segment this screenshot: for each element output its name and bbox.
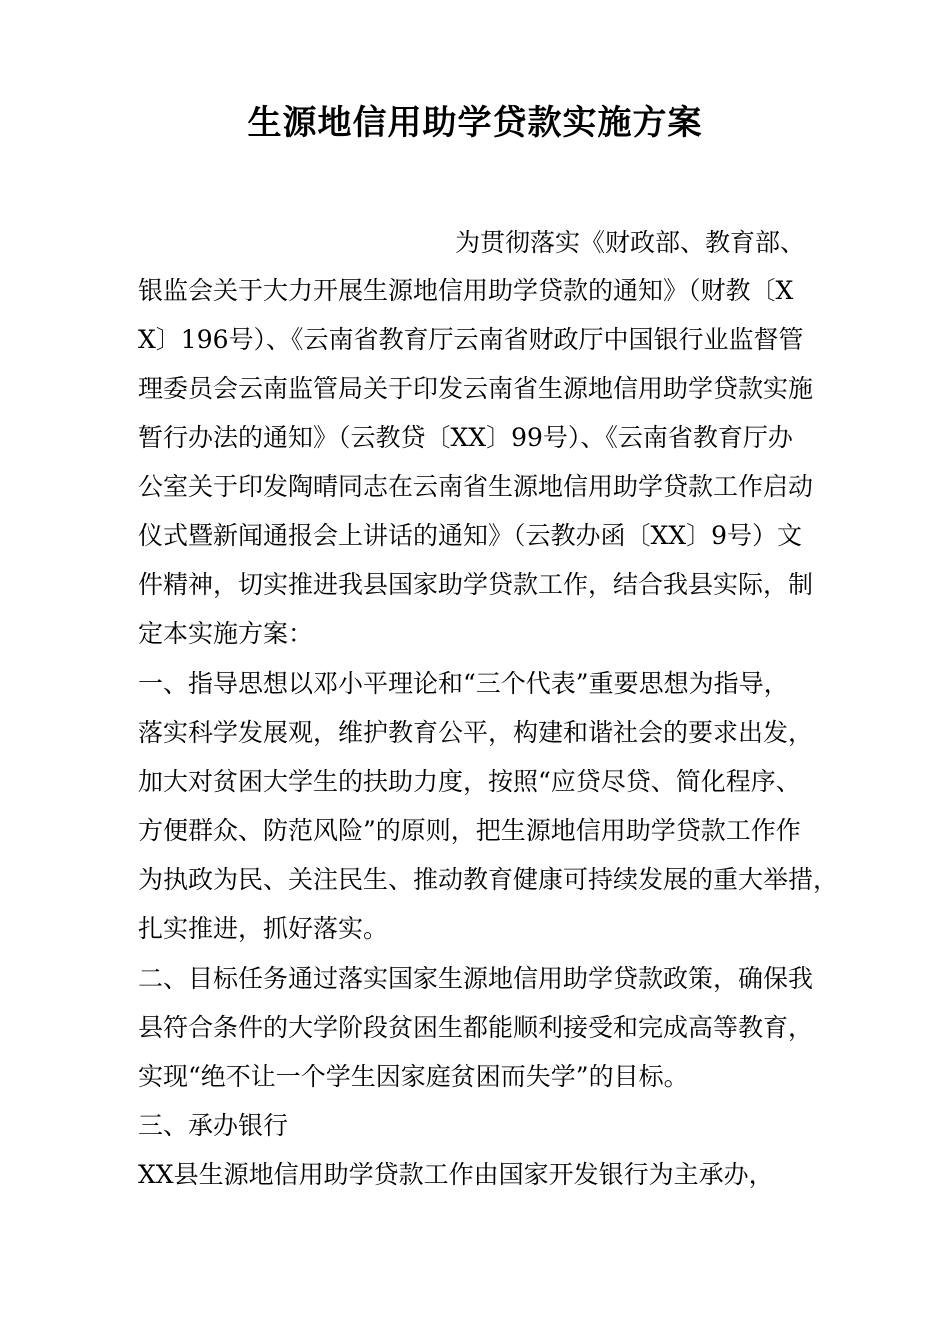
paragraph-line: XX县生源地信用助学贷款工作由国家开发银行为主承办， — [138, 1160, 774, 1189]
paragraph-line: 为贯彻落实《财政部、教育部、 — [455, 228, 806, 257]
section-heading-1: 一、指导思想以邓小平理论和“三个代表”重要思想为指导， — [138, 669, 789, 698]
paragraph-line: 为执政为民、关注民生、推动教育健康可持续发展的重大举措， — [138, 865, 839, 894]
paragraph-line: 扎实推进，抓好落实。 — [138, 914, 389, 943]
paragraph-line: 定本实施方案： — [138, 619, 314, 648]
paragraph-line: 县符合条件的大学阶段贫困生都能顺利接受和完成高等教育， — [138, 1013, 814, 1042]
paragraph-line: 银监会关于大力开展生源地信用助学贷款的通知》（财教〔X — [138, 276, 794, 305]
paragraph-line: 暂行办法的通知》（云教贷〔XX〕99号）、《云南省教育厅办 — [138, 423, 793, 452]
document-title: 生源地信用助学贷款实施方案 — [247, 103, 703, 143]
paragraph-line: X〕196号）、《云南省教育厅云南省财政厅中国银行业监督管 — [138, 325, 804, 354]
paragraph-line: 落实科学发展观，维护教育公平，构建和谐社会的要求出发， — [138, 718, 814, 747]
paragraph-line: 实现“绝不让一个学生因家庭贫困而失学”的目标。 — [138, 1062, 689, 1091]
paragraph-line: 理委员会云南监管局关于印发云南省生源地信用助学贷款实施 — [138, 374, 814, 403]
paragraph-line: 件精神，切实推进我县国家助学贷款工作，结合我县实际，制 — [138, 570, 814, 599]
paragraph-line: 仪式暨新闻通报会上讲话的通知》（云教办函〔XX〕9号）文 — [138, 521, 803, 550]
section-heading-3: 三、承办银行 — [138, 1111, 289, 1140]
paragraph-line: 加大对贫困大学生的扶助力度，按照“应贷尽贷、简化程序、 — [138, 767, 801, 796]
paragraph-line: 公室关于印发陶晴同志在云南省生源地信用助学贷款工作启动 — [138, 472, 814, 501]
paragraph-line: 方便群众、防范风险”的原则，把生源地信用助学贷款工作作 — [138, 816, 801, 845]
section-heading-2: 二、目标任务通过落实国家生源地信用助学贷款政策，确保我 — [138, 964, 814, 993]
